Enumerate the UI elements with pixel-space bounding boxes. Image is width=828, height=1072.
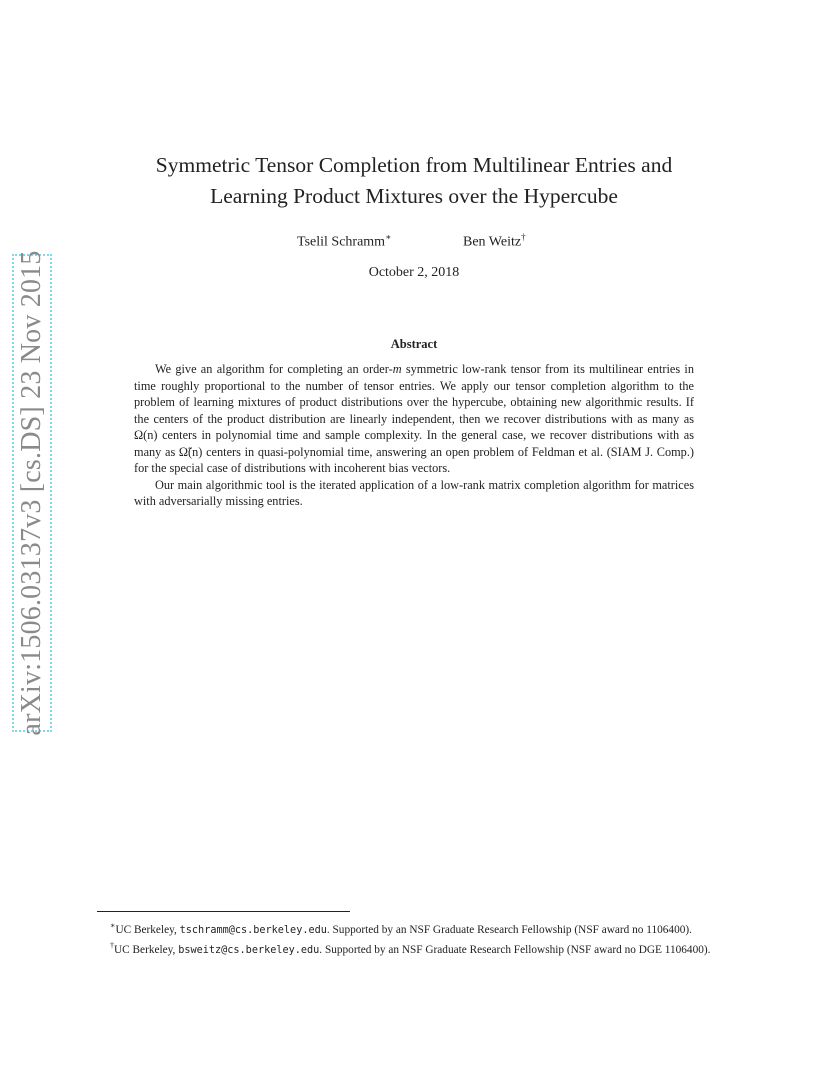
paper-title [100, 150, 728, 212]
footnote-mark: ∗ [110, 921, 116, 930]
math-expr: Ω(n) [134, 428, 158, 442]
author-weitz [463, 232, 526, 251]
text-run: centers in quasi-polynomial time, answering an open problem of Feldman et al. (SIAM J. Comp.) for the special case of distributions with incoherent bias vectors. [134, 444, 694, 475]
text-run: We give an algorithm for completing an order- [155, 362, 393, 376]
text-run: . Supported by an NSF Graduate Research Fellowship (NSF award no DGE 1106400). [319, 944, 711, 957]
text-run: centers in polynomial time and sample complexity. In the general case, we recover distributions with as many as [134, 428, 694, 459]
math-expr: Ω̃(n) [178, 444, 203, 459]
math-var: m [392, 362, 402, 376]
abstract-body [134, 361, 694, 510]
title-line-2: Learning Product Mixtures over the Hypercube [210, 184, 618, 208]
footnote-1 [97, 918, 731, 938]
text-run: . Supported by an NSF Graduate Research Fellowship (NSF award no 1106400). [326, 923, 692, 936]
footnotes [97, 918, 731, 959]
author-name: Tselil Schramm [297, 234, 386, 250]
abstract-paragraph-2: Our main algorithmic tool is the iterated application of a low-rank matrix completion algorithm for matrices with adversarially missing entries. [134, 477, 694, 508]
footnote-mark: † [521, 232, 526, 242]
title-line-1: Symmetric Tensor Completion from Multilinear Entries and [155, 153, 673, 177]
text-run: symmetric low-rank tensor from its multilinear entries in time roughly proportional to the number of tensor entries. We apply our tensor completion algorithm to the problem of learning mixtures of product distributions over the hypercube, obtaining new algorithmic results. If the centers of the product distribution are linearly independent, then we recover distributions with as many as [134, 362, 694, 426]
footnote-mark: ∗ [385, 232, 392, 242]
text-run: UC Berkeley, [115, 923, 180, 936]
email-link[interactable]: bsweitz@cs.berkeley.edu [178, 945, 320, 957]
arxiv-stamp [12, 250, 52, 736]
footnote-mark: † [110, 941, 114, 951]
email-link[interactable]: tschramm@cs.berkeley.edu [179, 924, 327, 936]
abstract-paragraph-1 [134, 361, 694, 477]
author-schramm [297, 232, 391, 251]
footnote-rule [97, 911, 350, 912]
abstract-heading: Abstract [390, 337, 438, 351]
paper-date: October 2, 2018 [368, 265, 460, 280]
footnote-2 [97, 938, 731, 958]
arxiv-stamp-text: arXiv:1506.03137v3 [cs.DS] 23 Nov 2015 [16, 250, 47, 736]
author-name: Ben Weitz [463, 234, 522, 250]
text-run: UC Berkeley, [114, 944, 179, 957]
